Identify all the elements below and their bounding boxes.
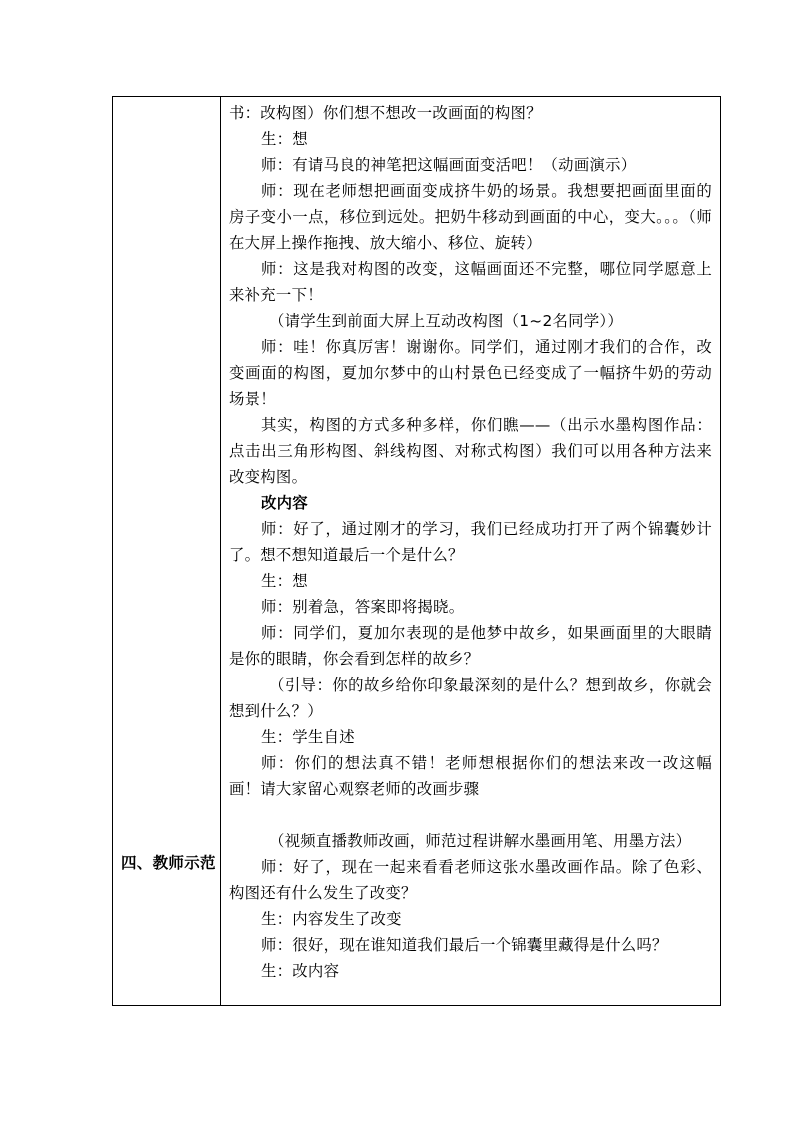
section-cell: [113, 97, 221, 1006]
content-body: [221, 97, 720, 984]
section-label: 四、教师示范: [121, 854, 216, 872]
table-row: [113, 97, 721, 1006]
paragraph: 其实，构图的方式多种多样，你们瞧——（出示水墨构图作品：点击出三角形构图、斜线构图、对称式构图）我们可以用各种方法来改变构图。: [229, 416, 712, 486]
paragraph: 生：想: [261, 130, 308, 148]
paragraph: （视频直播教师改画，师范过程讲解水墨画用笔、用墨方法）: [269, 832, 692, 850]
paragraph: [229, 802, 712, 828]
paragraph: 师：很好，现在谁知道我们最后一个锦囊里藏得是什么吗？: [261, 936, 668, 954]
paragraph: 书：改构图）你们想不想改一改画面的构图？: [229, 104, 542, 122]
content-cell: [221, 97, 721, 1006]
paragraph: 生：学生自述: [261, 728, 355, 746]
paragraph: 生：内容发生了改变: [261, 910, 402, 928]
paragraph: （引导：你的故乡给你印象最深刻的是什么？想到故乡，你就会想到什么？）: [229, 676, 712, 720]
lesson-plan-table: [112, 96, 721, 1006]
paragraph: 师：好了，通过刚才的学习，我们已经成功打开了两个锦囊妙计了。想不想知道最后一个是什么？: [229, 520, 712, 564]
paragraph: 师：这是我对构图的改变，这幅画面还不完整，哪位同学愿意上来补充一下！: [229, 260, 712, 304]
paragraph: 生：想: [261, 572, 308, 590]
paragraph: 师：同学们，夏加尔表现的是他梦中故乡，如果画面里的大眼睛是你的眼睛，你会看到怎样的故乡？: [229, 624, 712, 668]
paragraph: 生：改内容: [261, 962, 340, 980]
paragraph: 师：别着急，答案即将揭晓。: [261, 598, 465, 616]
paragraph: 师：你们的想法真不错！老师想根据你们的想法来改一改这幅画！请大家留心观察老师的改画步骤: [229, 754, 712, 798]
subheading: 改内容: [261, 494, 308, 512]
paragraph: 师：有请马良的神笔把这幅画面变活吧！（动画演示）: [261, 156, 637, 174]
paragraph: （请学生到前面大屏上互动改构图（1~2名同学））: [269, 312, 623, 330]
paragraph: 师：哇！你真厉害！谢谢你。同学们，通过刚才我们的合作，改变画面的构图，夏加尔梦中的山村景色已经变成了一幅挤牛奶的劳动场景！: [229, 338, 712, 408]
paragraph: 师：现在老师想把画面变成挤牛奶的场景。我想要把画面里面的房子变小一点，移位到远处。把奶牛移动到画面的中心，变大。。。（师在大屏上操作拖拽、放大缩小、移位、旋转）: [229, 182, 712, 252]
paragraph: 师：好了，现在一起来看看老师这张水墨改画作品。除了色彩、构图还有什么发生了改变？: [229, 858, 712, 902]
